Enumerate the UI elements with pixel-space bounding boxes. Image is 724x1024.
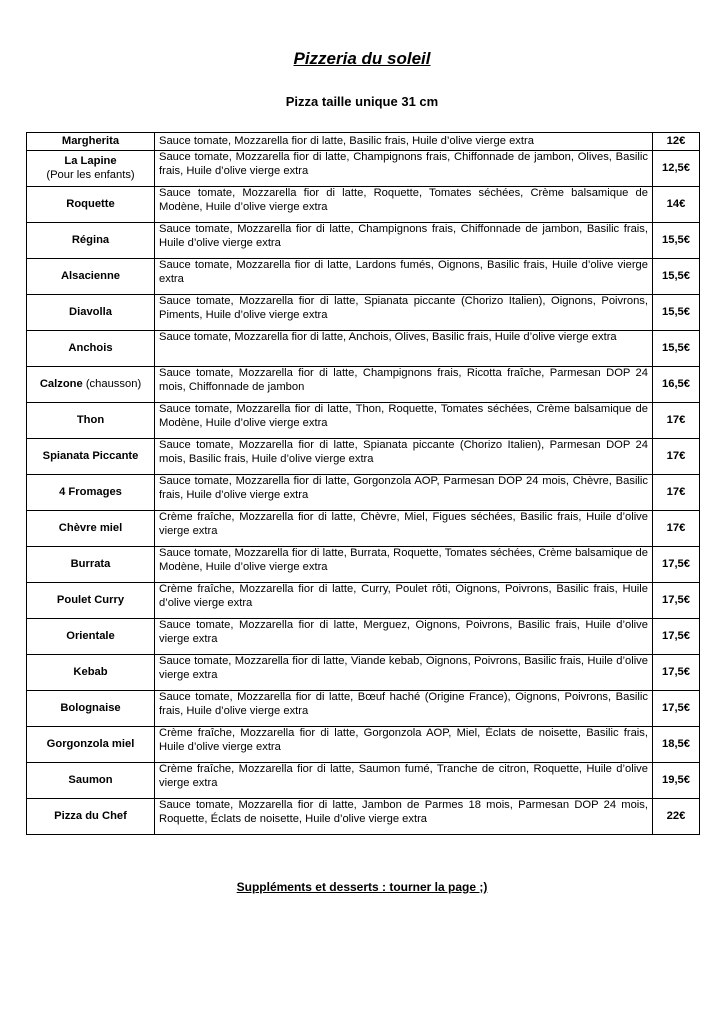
pizza-price: 12,5€: [653, 151, 700, 187]
pizza-menu-table: [26, 132, 700, 835]
table-row: [27, 295, 700, 331]
pizza-ingredients: Sauce tomate, Mozzarella fior di latte, Anchois, Olives, Basilic frais, Huile d’olive vierge extra: [155, 331, 653, 367]
table-row: [27, 151, 700, 187]
pizza-name: Chèvre miel: [27, 511, 155, 547]
pizza-ingredients: Sauce tomate, Mozzarella fior di latte, Champignons frais, Ricotta fraîche, Parmesan DOP 24 mois, Chiffonnade de jambon: [155, 367, 653, 403]
pizza-price: 17,5€: [653, 547, 700, 583]
pizza-name: Orientale: [27, 619, 155, 655]
table-row: [27, 475, 700, 511]
pizza-ingredients: Sauce tomate, Mozzarella fior di latte, Roquette, Tomates séchées, Crème balsamique de Modène, Huile d’olive vierge extra: [155, 187, 653, 223]
pizza-price: 17€: [653, 475, 700, 511]
pizza-name-cell: [27, 151, 155, 187]
pizza-ingredients: Sauce tomate, Mozzarella fior di latte, Thon, Roquette, Tomates séchées, Crème balsamique de Modène, Huile d’olive vierge extra: [155, 403, 653, 439]
pizza-name: Anchois: [27, 331, 155, 367]
pizza-price: 19,5€: [653, 763, 700, 799]
pizza-name: Poulet Curry: [27, 583, 155, 619]
pizza-name: Diavolla: [27, 295, 155, 331]
table-row: [27, 259, 700, 295]
table-row: [27, 619, 700, 655]
pizza-ingredients: Sauce tomate, Mozzarella fior di latte, Bœuf haché (Origine France), Oignons, Poivrons, Basilic frais, Huile d’olive vierge extra: [155, 691, 653, 727]
pizza-ingredients: Sauce tomate, Mozzarella fior di latte, Burrata, Roquette, Tomates séchées, Crème balsamique de Modène, Huile d’olive vierge extra: [155, 547, 653, 583]
pizza-ingredients: Sauce tomate, Mozzarella fior di latte, Champignons frais, Chiffonnade de jambon, Olives, Basilic frais, Huile d’olive vierge extra: [155, 151, 653, 187]
pizza-price: 17,5€: [653, 583, 700, 619]
table-row: [27, 799, 700, 835]
table-row: [27, 439, 700, 475]
table-row: [27, 583, 700, 619]
pizza-ingredients: Sauce tomate, Mozzarella fior di latte, Viande kebab, Oignons, Poivrons, Basilic frais, Huile d’olive vierge extra: [155, 655, 653, 691]
pizza-price: 17€: [653, 511, 700, 547]
table-row: [27, 547, 700, 583]
pizza-name: Alsacienne: [27, 259, 155, 295]
table-row: [27, 655, 700, 691]
pizza-name: Spianata Piccante: [27, 439, 155, 475]
pizza-price: 15,5€: [653, 295, 700, 331]
pizza-price: 16,5€: [653, 367, 700, 403]
pizza-name-note: (chausson): [82, 377, 142, 390]
pizza-ingredients: Sauce tomate, Mozzarella fior di latte, Gorgonzola AOP, Parmesan DOP 24 mois, Chèvre, Basilic frais, Huile d’olive vierge extra: [155, 475, 653, 511]
menu-title: Pizzeria du soleil: [293, 49, 431, 68]
pizza-price: 12€: [653, 133, 700, 151]
pizza-ingredients: Crème fraîche, Mozzarella fior di latte, Gorgonzola AOP, Miel, Éclats de noisette, Basilic frais, Huile d’olive vierge extra: [155, 727, 653, 763]
pizza-name: Burrata: [27, 547, 155, 583]
pizza-ingredients: Sauce tomate, Mozzarella fior di latte, Basilic frais, Huile d’olive vierge extra: [155, 133, 653, 151]
pizza-name: Kebab: [27, 655, 155, 691]
pizza-name: Gorgonzola miel: [27, 727, 155, 763]
footer-note: Suppléments et desserts : tourner la page ;): [236, 880, 488, 894]
pizza-name: Saumon: [27, 763, 155, 799]
pizza-price: 22€: [653, 799, 700, 835]
pizza-price: 18,5€: [653, 727, 700, 763]
table-row: [27, 511, 700, 547]
pizza-ingredients: Crème fraîche, Mozzarella fior di latte, Curry, Poulet rôti, Oignons, Poivrons, Basilic frais, Huile d’olive vierge extra: [155, 583, 653, 619]
pizza-ingredients: Sauce tomate, Mozzarella fior di latte, Champignons frais, Chiffonnade de jambon, Basilic frais, Huile d’olive vierge extra: [155, 223, 653, 259]
pizza-price: 17,5€: [653, 655, 700, 691]
table-row: [27, 727, 700, 763]
pizza-name: Pizza du Chef: [27, 799, 155, 835]
pizza-name: La Lapine: [64, 155, 117, 167]
pizza-price: 15,5€: [653, 223, 700, 259]
table-row: [27, 691, 700, 727]
pizza-ingredients: Sauce tomate, Mozzarella fior di latte, Jambon de Parmes 18 mois, Parmesan DOP 24 mois, Roquette, Éclats de noisette, Huile d’olive vierge extra: [155, 799, 653, 835]
pizza-ingredients: Sauce tomate, Mozzarella fior di latte, Lardons fumés, Oignons, Basilic frais, Huile d’olive vierge extra: [155, 259, 653, 295]
pizza-ingredients: Crème fraîche, Mozzarella fior di latte, Chèvre, Miel, Figues séchées, Basilic frais, Huile d’olive vierge extra: [155, 511, 653, 547]
pizza-name: Bolognaise: [27, 691, 155, 727]
pizza-size-subtitle: Pizza taille unique 31 cm: [285, 94, 439, 109]
table-row: [27, 187, 700, 223]
pizza-name: Régina: [27, 223, 155, 259]
table-row: [27, 403, 700, 439]
pizza-ingredients: Sauce tomate, Mozzarella fior di latte, Merguez, Oignons, Poivrons, Basilic frais, Huile d’olive vierge extra: [155, 619, 653, 655]
pizza-name: Margherita: [27, 133, 155, 151]
table-row: [27, 763, 700, 799]
table-row: [27, 367, 700, 403]
pizza-name: 4 Fromages: [27, 475, 155, 511]
table-row: [27, 133, 700, 151]
pizza-price: 15,5€: [653, 259, 700, 295]
pizza-price: 17€: [653, 403, 700, 439]
pizza-price: 17,5€: [653, 619, 700, 655]
pizza-price: 17,5€: [653, 691, 700, 727]
pizza-name-cell: [27, 367, 155, 403]
pizza-ingredients: Crème fraîche, Mozzarella fior di latte, Saumon fumé, Tranche de citron, Roquette, Huile d’olive vierge extra: [155, 763, 653, 799]
pizza-ingredients: Sauce tomate, Mozzarella fior di latte, Spianata piccante (Chorizo Italien), Parmesan DOP 24 mois, Basilic frais, Huile d’olive vierge extra: [155, 439, 653, 475]
table-row: [27, 331, 700, 367]
pizza-price: 15,5€: [653, 331, 700, 367]
pizza-name: Roquette: [27, 187, 155, 223]
pizza-price: 17€: [653, 439, 700, 475]
pizza-name: Calzone: [39, 377, 83, 390]
pizza-price: 14€: [653, 187, 700, 223]
pizza-ingredients: Sauce tomate, Mozzarella fior di latte, Spianata piccante (Chorizo Italien), Oignons, Poivrons, Piments, Huile d’olive vierge extra: [155, 295, 653, 331]
pizza-name: Thon: [27, 403, 155, 439]
table-row: [27, 223, 700, 259]
pizza-name-note: (Pour les enfants): [46, 168, 135, 181]
